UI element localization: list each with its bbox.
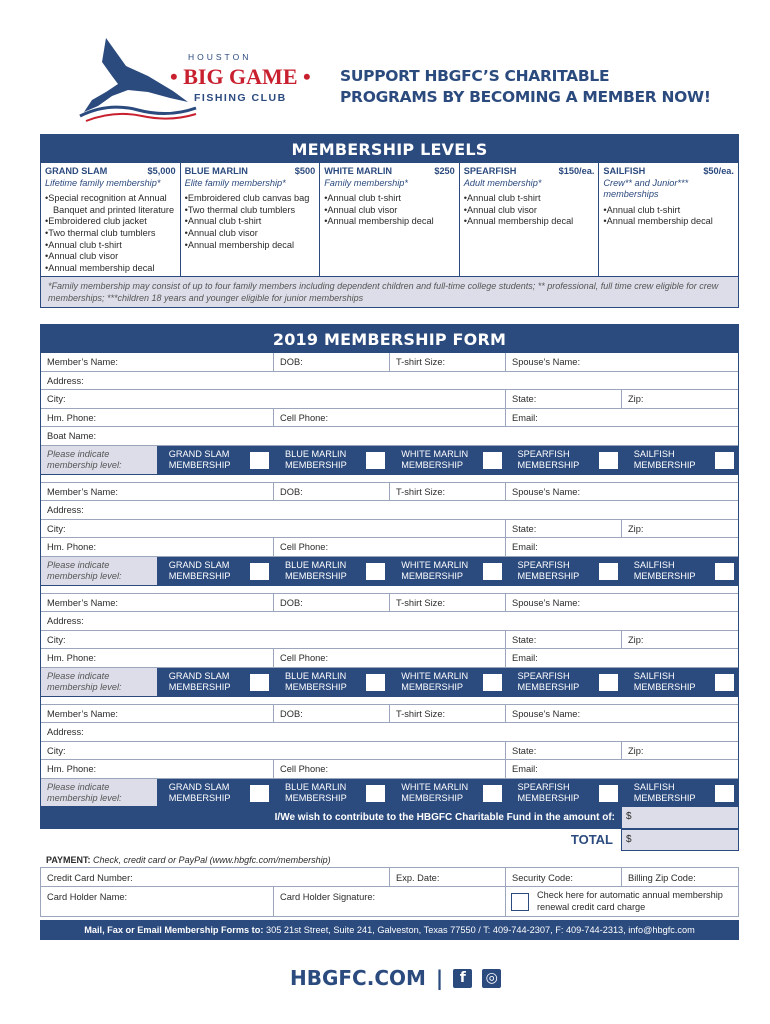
member-name-field[interactable]: Member’s Name:: [41, 594, 274, 612]
option-line-2: MEMBERSHIP: [284, 571, 347, 581]
option-line-2: MEMBERSHIP: [401, 460, 464, 470]
payment-note: [46, 855, 331, 865]
option-line-1: BLUE MARLIN: [284, 559, 347, 570]
level-checkbox[interactable]: [714, 562, 735, 581]
member-blocks: [41, 353, 738, 808]
tshirt-size-field[interactable]: T-shirt Size:: [390, 483, 506, 501]
level-checkbox[interactable]: [249, 451, 270, 470]
perk-item: • Annual club t-shirt: [45, 240, 176, 252]
mail-label: Mail, Fax or Email Membership Forms to:: [84, 925, 264, 935]
level-price: $5,000: [147, 166, 176, 176]
cell-phone-field[interactable]: Cell Phone:: [274, 649, 506, 667]
option-line-2: MEMBERSHIP: [517, 571, 580, 581]
perk-item: • Two thermal club tumblers: [45, 228, 176, 240]
option-line-1: WHITE MARLIN: [401, 559, 469, 570]
address-field[interactable]: Address:: [47, 616, 84, 626]
card-number-field[interactable]: Credit Card Number:: [41, 868, 390, 886]
level-option: [506, 668, 622, 696]
level-header: [185, 166, 316, 178]
levels-grid: [41, 163, 738, 276]
email-field[interactable]: Email:: [512, 542, 538, 552]
level-option-label: [273, 446, 365, 474]
payment-label: PAYMENT:: [46, 855, 91, 865]
level-select-row: [41, 668, 738, 697]
perk-list: [464, 193, 595, 228]
perk-item: • Annual membership decal: [324, 216, 455, 228]
membership-levels-section: [40, 134, 739, 308]
level-subtitle: Family membership*: [324, 177, 408, 188]
option-line-2: MEMBERSHIP: [517, 460, 580, 470]
payment-text: Check, credit card or PayPal (www.hbgfc.com/membership): [93, 855, 331, 865]
option-line-2: MEMBERSHIP: [284, 682, 347, 692]
option-line-2: MEMBERSHIP: [633, 460, 696, 470]
block-gap: [41, 697, 738, 705]
contribution-amount-field[interactable]: $: [621, 806, 739, 829]
indicate-label: Please indicate membership level:: [41, 779, 157, 807]
level-checkbox[interactable]: [249, 673, 270, 692]
exp-date-field[interactable]: Exp. Date:: [390, 868, 506, 886]
city-field[interactable]: City:: [41, 520, 506, 538]
perk-item: • Annual membership decal: [185, 240, 316, 252]
address-field[interactable]: Address:: [47, 505, 84, 515]
level-option: [157, 557, 273, 585]
option-line-2: MEMBERSHIP: [633, 571, 696, 581]
state-field[interactable]: State:: [506, 742, 622, 760]
option-line-1: SPEARFISH: [517, 670, 570, 681]
total-row: [40, 829, 739, 851]
contribution-label: I/We wish to contribute to the HBGFC Charitable Fund in the amount of:: [40, 806, 621, 829]
website-link[interactable]: HBGFC.COM: [290, 966, 426, 990]
level-checkbox[interactable]: [482, 451, 503, 470]
level-option: [273, 668, 389, 696]
level-subtitle: Lifetime family membership*: [45, 177, 161, 188]
spouse-name-field[interactable]: Spouse’s Name:: [512, 486, 581, 497]
header-line-1: SUPPORT HBGFC’S CHARITABLE: [340, 67, 610, 85]
membership-form-section: [40, 324, 739, 808]
option-line-2: MEMBERSHIP: [517, 682, 580, 692]
level-option-label: [506, 779, 598, 807]
level-option-label: [273, 668, 365, 696]
option-line-1: SPEARFISH: [517, 781, 570, 792]
mail-banner: [40, 920, 739, 940]
option-line-2: MEMBERSHIP: [168, 793, 231, 803]
level-checkbox[interactable]: [365, 673, 386, 692]
option-line-1: GRAND SLAM: [168, 559, 230, 570]
state-field[interactable]: State:: [506, 631, 622, 649]
zip-field[interactable]: Zip:: [628, 634, 644, 645]
level-checkbox[interactable]: [598, 451, 619, 470]
option-line-1: SAILFISH: [633, 670, 675, 681]
footer: [290, 966, 501, 990]
tshirt-size-field[interactable]: T-shirt Size:: [390, 594, 506, 612]
option-line-1: BLUE MARLIN: [284, 781, 347, 792]
spouse-name-field[interactable]: Spouse’s Name:: [512, 708, 581, 719]
level-option: [389, 557, 505, 585]
level-name: SPEARFISH: [463, 166, 517, 176]
level-checkbox[interactable]: [714, 451, 735, 470]
level-option-label: [622, 557, 714, 585]
perk-item: • Annual membership decal: [45, 263, 176, 275]
security-code-field[interactable]: Security Code:: [506, 868, 622, 886]
option-line-2: MEMBERSHIP: [284, 793, 347, 803]
option-line-1: GRAND SLAM: [168, 781, 230, 792]
option-line-1: SPEARFISH: [517, 448, 570, 459]
option-line-2: MEMBERSHIP: [168, 460, 231, 470]
level-select-row: [41, 446, 738, 475]
perk-item: • Annual club t-shirt: [324, 193, 455, 205]
level-checkbox[interactable]: [365, 451, 386, 470]
perk-item: • Annual club t-shirt: [185, 216, 316, 228]
city-field[interactable]: City:: [41, 390, 506, 408]
level-option-label: [157, 557, 249, 585]
home-phone-field[interactable]: Hm. Phone:: [41, 409, 274, 427]
level-option: [157, 446, 273, 474]
cell-phone-field[interactable]: Cell Phone:: [274, 409, 506, 427]
level-header: [324, 166, 455, 178]
levels-footnote: *Family membership may consist of up to four family members including dependent children and full-time college students; ** professional, full time crew eligible for crew memberships; ***children 18 years and younger eligible for junior memberships: [41, 276, 738, 307]
option-line-1: SAILFISH: [633, 448, 675, 459]
option-line-2: MEMBERSHIP: [517, 793, 580, 803]
mail-address: 305 21st Street, Suite 241, Galveston, Texas 77550 / T: 409-744-2307, F: 409-744-2313, info@hbgfc.com: [265, 925, 695, 935]
level-checkbox[interactable]: [714, 784, 735, 803]
block-gap: [41, 475, 738, 483]
member-name-field[interactable]: Member’s Name:: [41, 483, 274, 501]
perk-item: • Annual club visor: [185, 228, 316, 240]
level-checkbox[interactable]: [482, 562, 503, 581]
level-sailfish: [599, 163, 738, 276]
zip-field[interactable]: Zip:: [628, 394, 644, 404]
option-line-2: MEMBERSHIP: [633, 682, 696, 692]
level-option-label: [389, 668, 481, 696]
cell-phone-field[interactable]: Cell Phone:: [274, 760, 506, 778]
option-line-1: WHITE MARLIN: [401, 670, 469, 681]
level-checkbox[interactable]: [598, 784, 619, 803]
option-line-1: WHITE MARLIN: [401, 448, 469, 459]
total-label: TOTAL: [570, 832, 613, 847]
contribution-row: [40, 806, 739, 829]
level-option: [273, 446, 389, 474]
home-phone-field[interactable]: Hm. Phone:: [41, 760, 274, 778]
level-option: [273, 779, 389, 807]
level-option: [506, 446, 622, 474]
option-line-2: MEMBERSHIP: [633, 793, 696, 803]
member-block: [41, 475, 738, 586]
header-title: [340, 66, 711, 108]
level-option: [622, 446, 738, 474]
tshirt-size-field[interactable]: T-shirt Size:: [390, 705, 506, 723]
perk-item: • Annual club visor: [324, 205, 455, 217]
facebook-icon[interactable]: f: [453, 969, 472, 988]
city-field[interactable]: City:: [41, 742, 506, 760]
option-line-1: SPEARFISH: [517, 559, 570, 570]
perk-item: • Two thermal club tumblers: [185, 205, 316, 217]
level-option-label: [157, 446, 249, 474]
perk-list: [185, 193, 316, 251]
level-checkbox[interactable]: [249, 784, 270, 803]
logo-fishing-club-text: FISHING CLUB: [194, 92, 287, 104]
level-checkbox[interactable]: [365, 784, 386, 803]
level-name: BLUE MARLIN: [184, 166, 248, 176]
level-header: [603, 166, 734, 178]
perk-list: [45, 193, 176, 274]
membership-levels-title: MEMBERSHIP LEVELS: [41, 135, 738, 163]
option-line-1: GRAND SLAM: [168, 670, 230, 681]
indicate-label: Please indicate membership level:: [41, 668, 157, 696]
dob-field[interactable]: DOB:: [274, 594, 390, 612]
level-option-label: [622, 668, 714, 696]
level-option: [622, 557, 738, 585]
city-field[interactable]: City:: [41, 631, 506, 649]
option-line-2: MEMBERSHIP: [168, 571, 231, 581]
level-option: [622, 668, 738, 696]
member-name-field[interactable]: Member’s Name:: [41, 353, 274, 371]
level-option: [622, 779, 738, 807]
option-line-1: SAILFISH: [633, 559, 675, 570]
level-option-label: [273, 557, 365, 585]
boat-name-field[interactable]: Boat Name:: [47, 431, 97, 441]
payment-table: [40, 867, 739, 917]
level-subtitle: Elite family membership*: [184, 177, 286, 188]
option-line-1: WHITE MARLIN: [401, 781, 469, 792]
perk-item: • Embroidered club jacket: [45, 216, 176, 228]
total-amount-field[interactable]: $: [621, 829, 739, 851]
instagram-icon[interactable]: ◎: [482, 969, 501, 988]
logo-big-game-text: • BIG GAME •: [170, 64, 311, 89]
member-block: [41, 697, 738, 808]
level-option-label: [506, 668, 598, 696]
level-blue-marlin: [181, 163, 321, 276]
email-field[interactable]: Email:: [512, 412, 538, 423]
perk-item: • Annual membership decal: [603, 216, 734, 228]
level-name: SAILFISH: [603, 166, 646, 176]
level-option: [506, 779, 622, 807]
member-block: [41, 586, 738, 697]
block-gap: [41, 586, 738, 594]
level-option: [506, 557, 622, 585]
level-option-label: [157, 668, 249, 696]
perk-list: [603, 205, 734, 228]
option-line-2: MEMBERSHIP: [401, 793, 464, 803]
level-spearfish: [460, 163, 600, 276]
level-select-row: [41, 557, 738, 586]
perk-item: • Embroidered club canvas bag: [185, 193, 316, 205]
level-option-label: [506, 557, 598, 585]
perk-item: • Annual club visor: [45, 251, 176, 263]
level-checkbox[interactable]: [365, 562, 386, 581]
level-grand-slam: [41, 163, 181, 276]
level-white-marlin: [320, 163, 460, 276]
perk-item: • Annual club t-shirt: [603, 205, 734, 217]
level-checkbox[interactable]: [598, 562, 619, 581]
spouse-name-field[interactable]: Spouse’s Name:: [512, 597, 581, 608]
level-subtitle: Crew** and Junior*** memberships: [603, 177, 689, 200]
address-field[interactable]: Address:: [47, 375, 84, 386]
address-field[interactable]: Address:: [47, 727, 84, 737]
level-option: [157, 779, 273, 807]
option-line-1: BLUE MARLIN: [284, 670, 347, 681]
level-option: [157, 668, 273, 696]
level-select-row: [41, 779, 738, 808]
zip-field[interactable]: Zip:: [628, 523, 644, 534]
header-line-2: PROGRAMS BY BECOMING A MEMBER NOW!: [340, 88, 711, 106]
auto-renew-label: Check here for automatic annual membership renewal credit card charge: [537, 890, 723, 912]
level-checkbox[interactable]: [249, 562, 270, 581]
level-price: $50/ea.: [703, 166, 734, 176]
dob-field[interactable]: DOB:: [274, 353, 390, 371]
option-line-2: MEMBERSHIP: [401, 571, 464, 581]
level-price: $500: [294, 166, 316, 176]
level-subtitle: Adult membership*: [463, 177, 542, 188]
dob-field[interactable]: DOB:: [274, 483, 390, 501]
card-holder-signature-field[interactable]: Card Holder Signature:: [274, 887, 506, 916]
tshirt-size-field[interactable]: T-shirt Size:: [390, 353, 506, 371]
auto-renew-cell: [506, 887, 738, 916]
level-option: [389, 668, 505, 696]
level-option-label: [622, 446, 714, 474]
option-line-1: GRAND SLAM: [168, 448, 230, 459]
level-name: GRAND SLAM: [45, 166, 108, 176]
level-option-label: [506, 446, 598, 474]
email-field[interactable]: Email:: [512, 653, 538, 663]
option-line-1: SAILFISH: [633, 781, 675, 792]
perk-item: • Annual membership decal: [464, 216, 595, 228]
level-option-label: [389, 779, 481, 807]
membership-form-title: 2019 MEMBERSHIP FORM: [41, 325, 738, 353]
footer-separator: |: [435, 966, 444, 990]
level-option-label: [273, 779, 365, 807]
spouse-name-field[interactable]: Spouse’s Name:: [512, 357, 581, 367]
cell-phone-field[interactable]: Cell Phone:: [274, 538, 506, 556]
state-field[interactable]: State:: [506, 520, 622, 538]
level-header: [45, 166, 176, 178]
perk-item: • Annual club visor: [464, 205, 595, 217]
option-line-2: MEMBERSHIP: [168, 682, 231, 692]
home-phone-field[interactable]: Hm. Phone:: [41, 649, 274, 667]
indicate-label: Please indicate membership level:: [41, 557, 157, 585]
level-checkbox[interactable]: [482, 784, 503, 803]
member-block: [41, 353, 738, 475]
indicate-label: Please indicate membership level:: [41, 446, 157, 474]
option-line-1: BLUE MARLIN: [284, 448, 347, 459]
option-line-2: MEMBERSHIP: [401, 682, 464, 692]
member-name-field[interactable]: Member’s Name:: [41, 705, 274, 723]
level-option-label: [389, 446, 481, 474]
level-option: [389, 779, 505, 807]
level-checkbox[interactable]: [714, 673, 735, 692]
club-logo: [78, 36, 311, 122]
level-header: [464, 166, 595, 178]
zip-field[interactable]: Zip:: [628, 745, 644, 756]
level-checkbox[interactable]: [598, 673, 619, 692]
level-name: WHITE MARLIN: [324, 166, 393, 176]
level-price: $150/ea.: [558, 166, 595, 176]
email-field[interactable]: Email:: [512, 764, 538, 774]
option-line-2: MEMBERSHIP: [284, 460, 347, 470]
perk-list: [324, 193, 455, 228]
logo-houston-text: HOUSTON: [188, 52, 252, 62]
level-checkbox[interactable]: [482, 673, 503, 692]
perk-item: • Special recognition at Annual Banquet and printed literature: [45, 193, 176, 216]
state-field[interactable]: State:: [506, 390, 622, 408]
dob-field[interactable]: DOB:: [274, 705, 390, 723]
perk-item: • Annual club t-shirt: [464, 193, 595, 205]
home-phone-field[interactable]: Hm. Phone:: [41, 538, 274, 556]
billing-zip-field[interactable]: Billing Zip Code:: [628, 873, 696, 883]
level-option-label: [622, 779, 714, 807]
auto-renew-checkbox[interactable]: [511, 893, 529, 911]
card-holder-name-field[interactable]: Card Holder Name:: [41, 887, 274, 916]
level-option-label: [389, 557, 481, 585]
level-option: [273, 557, 389, 585]
level-option-label: [157, 779, 249, 807]
level-option: [389, 446, 505, 474]
level-price: $250: [434, 166, 455, 176]
